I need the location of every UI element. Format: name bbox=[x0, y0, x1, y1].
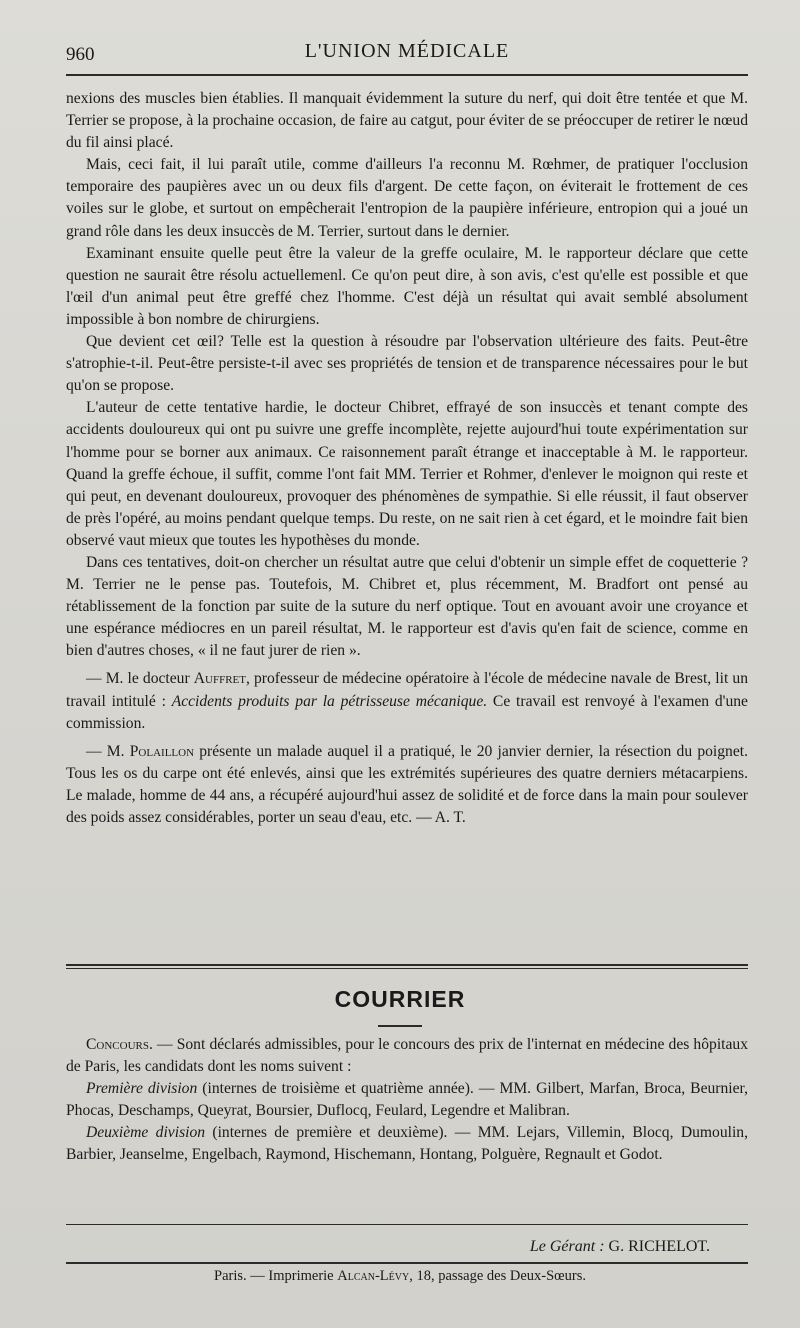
text-segment: (internes de première et deuxième). — MM. Lejars, Villemin, Blocq, Dumoulin, Barbier, Jeanselme, Engelbach, Raymond, Hischemann, Hontang, Polguère, Regnault et Godot. bbox=[66, 1124, 748, 1164]
second-division-paragraph bbox=[66, 1122, 748, 1166]
paragraph-5: L'auteur de cette tentative hardie, le docteur Chibret, effrayé de son insuccès et tenant compte des accidents douloureux qui ont pu suivre une greffe incomplète, rejette aujourd'hui toute expérimentation sur l'homme pour se borner aux animaux. Ce raisonnement paraît étrange et inacceptable à M. le rapporteur. Quand la greffe échoue, il suffit, comme l'ont fait MM. Terrier et Rohmer, d'enlever le moignon qui reste et qui peut, en devenant douloureux, provoquer des phénomènes de sympathie. Si elle réussit, il faut observer de près l'opéré, au moins pendant quelque temps. Du reste, on ne sait rien à cet égard, et le moindre fait bien observé vaut mieux que toutes les hypothèses du monde. bbox=[66, 399, 748, 549]
footer-rule-top bbox=[66, 1224, 748, 1225]
running-title: L'UNION MÉDICALE bbox=[304, 40, 510, 62]
person-name: Auffret bbox=[193, 670, 246, 688]
text-segment: Paris. — Imprimerie bbox=[214, 1268, 338, 1284]
section-title: COURRIER bbox=[334, 986, 466, 1012]
concours-paragraph bbox=[66, 1034, 748, 1078]
section-title-underline bbox=[378, 1025, 422, 1027]
work-title: Accidents produits par la pétrisseuse mécanique. bbox=[171, 692, 488, 710]
text-segment: présente un malade auquel il a pratiqué, le 20 janvier dernier, la résection du poignet. Tous les os du carpe ont été enlevés, ainsi que les extrémités supérieures des quatre derniers métacarpiens. Le malade, homme de 44 ans, a récupéré aujourd'hui assez de solidité et de force dans la main pour soulever des poids assez considérables, porter un seau d'eau, etc. — A. T. bbox=[66, 742, 749, 826]
paragraph-1: nexions des muscles bien établies. Il manquait évidemment la suture du nerf, qui doit être tentée et que M. Terrier se propose, à la prochaine occasion, de faire au catgut, pour éviter de se préoccuper de retirer le nœud du fil ainsi placé. bbox=[66, 90, 748, 152]
courrier-body bbox=[66, 1034, 748, 1167]
page-header bbox=[66, 38, 748, 68]
paragraph-auffret bbox=[66, 668, 748, 734]
paragraph-3: Examinant ensuite quelle peut être la valeur de la greffe oculaire, M. le rapporteur déclare que cette question ne saurait être résolu actuellemenl. Ce qu'on peut dire, à son avis, c'est qu'elle est possible et que l'œil d'un animal peut être greffé chez l'homme. C'est déjà un résultat qui avait semblé absolument impossible à bon nombre de chirurgiens. bbox=[66, 244, 748, 328]
text-segment: , professeur de médecine opératoire à l'école de médecine navale de Brest, lit un travail intitulé : bbox=[66, 670, 748, 710]
text-segment: — M. bbox=[86, 742, 130, 760]
printer-imprint bbox=[0, 1268, 800, 1285]
paragraph-2: Mais, ceci fait, il lui paraît utile, comme d'ailleurs l'a reconnu M. Rœhmer, de pratiquer l'occlusion temporaire des paupières avec un ou deux fils d'argent. De cette façon, on éviterait le frottement de ces voiles sur le globe, et surtout on empêcherait l'entropion de la paupière inférieure, entropion qui a joué un grand rôle dans les deux insuccès de M. Terrier, surtout dans le dernier. bbox=[66, 156, 748, 240]
section-rule-top bbox=[66, 964, 748, 966]
article-body bbox=[66, 88, 748, 829]
printer-name: Alcan-Lévy bbox=[337, 1268, 410, 1284]
gerant-name: G. RICHELOT. bbox=[604, 1238, 710, 1255]
paragraph-6: Dans ces tentatives, doit-on chercher un résultat autre que celui d'obtenir un simple effet de coquetterie ? M. Terrier ne le pense pas. Toutefois, M. Chibret et, plus récemment, M. Bradfort ont pensé au rétablissement de la fonction par suite de la suture du nerf optique. Tout en avouant avoir une croyance et une espérance médiocres en un pareil résultat, M. le rapporteur est d'avis qu'en fait de science, comme en bien d'autres choses, « il ne faut jurer de rien ». bbox=[66, 553, 748, 660]
paragraph-label: Concours. bbox=[86, 1036, 153, 1053]
text-segment: (internes de troisième et quatrième année). — MM. Gilbert, Marfan, Broca, Beurnier, Phocas, Deschamps, Queyrat, Boursier, Duflocq, Feulard, Legendre et Malibran. bbox=[66, 1080, 749, 1120]
text-segment: Ce travail est renvoyé à l'examen d'une commission. bbox=[66, 692, 748, 732]
header-rule bbox=[66, 74, 748, 76]
paragraph-polaillon bbox=[66, 741, 748, 829]
gerant-signature bbox=[530, 1238, 710, 1256]
text-segment: , 18, passage des Deux-Sœurs. bbox=[409, 1268, 586, 1284]
footer-rule-bottom bbox=[66, 1262, 748, 1264]
text-segment: — M. le docteur bbox=[86, 670, 194, 688]
person-name: Polaillon bbox=[129, 742, 195, 760]
section-rule-bottom bbox=[66, 968, 748, 969]
division-label: Deuxième division bbox=[86, 1124, 206, 1142]
text-segment: — Sont déclarés admissibles, pour le concours des prix de l'internat en médecine des hôpitaux de Paris, les candidats dont les noms suivent : bbox=[66, 1036, 748, 1076]
gerant-label: Le Gérant : bbox=[529, 1238, 605, 1255]
first-division-paragraph bbox=[66, 1078, 748, 1122]
division-label: Première division bbox=[86, 1080, 198, 1098]
paragraph-4: Que devient cet œil? Telle est la question à résoudre par l'observation ultérieure des faits. Peut-être s'atrophie-t-il. Peut-être persiste-t-il avec ses propriétés de tension et de transparence nécessaires pour le but qu'on se propose. bbox=[66, 333, 748, 395]
page-number: 960 bbox=[66, 44, 95, 65]
